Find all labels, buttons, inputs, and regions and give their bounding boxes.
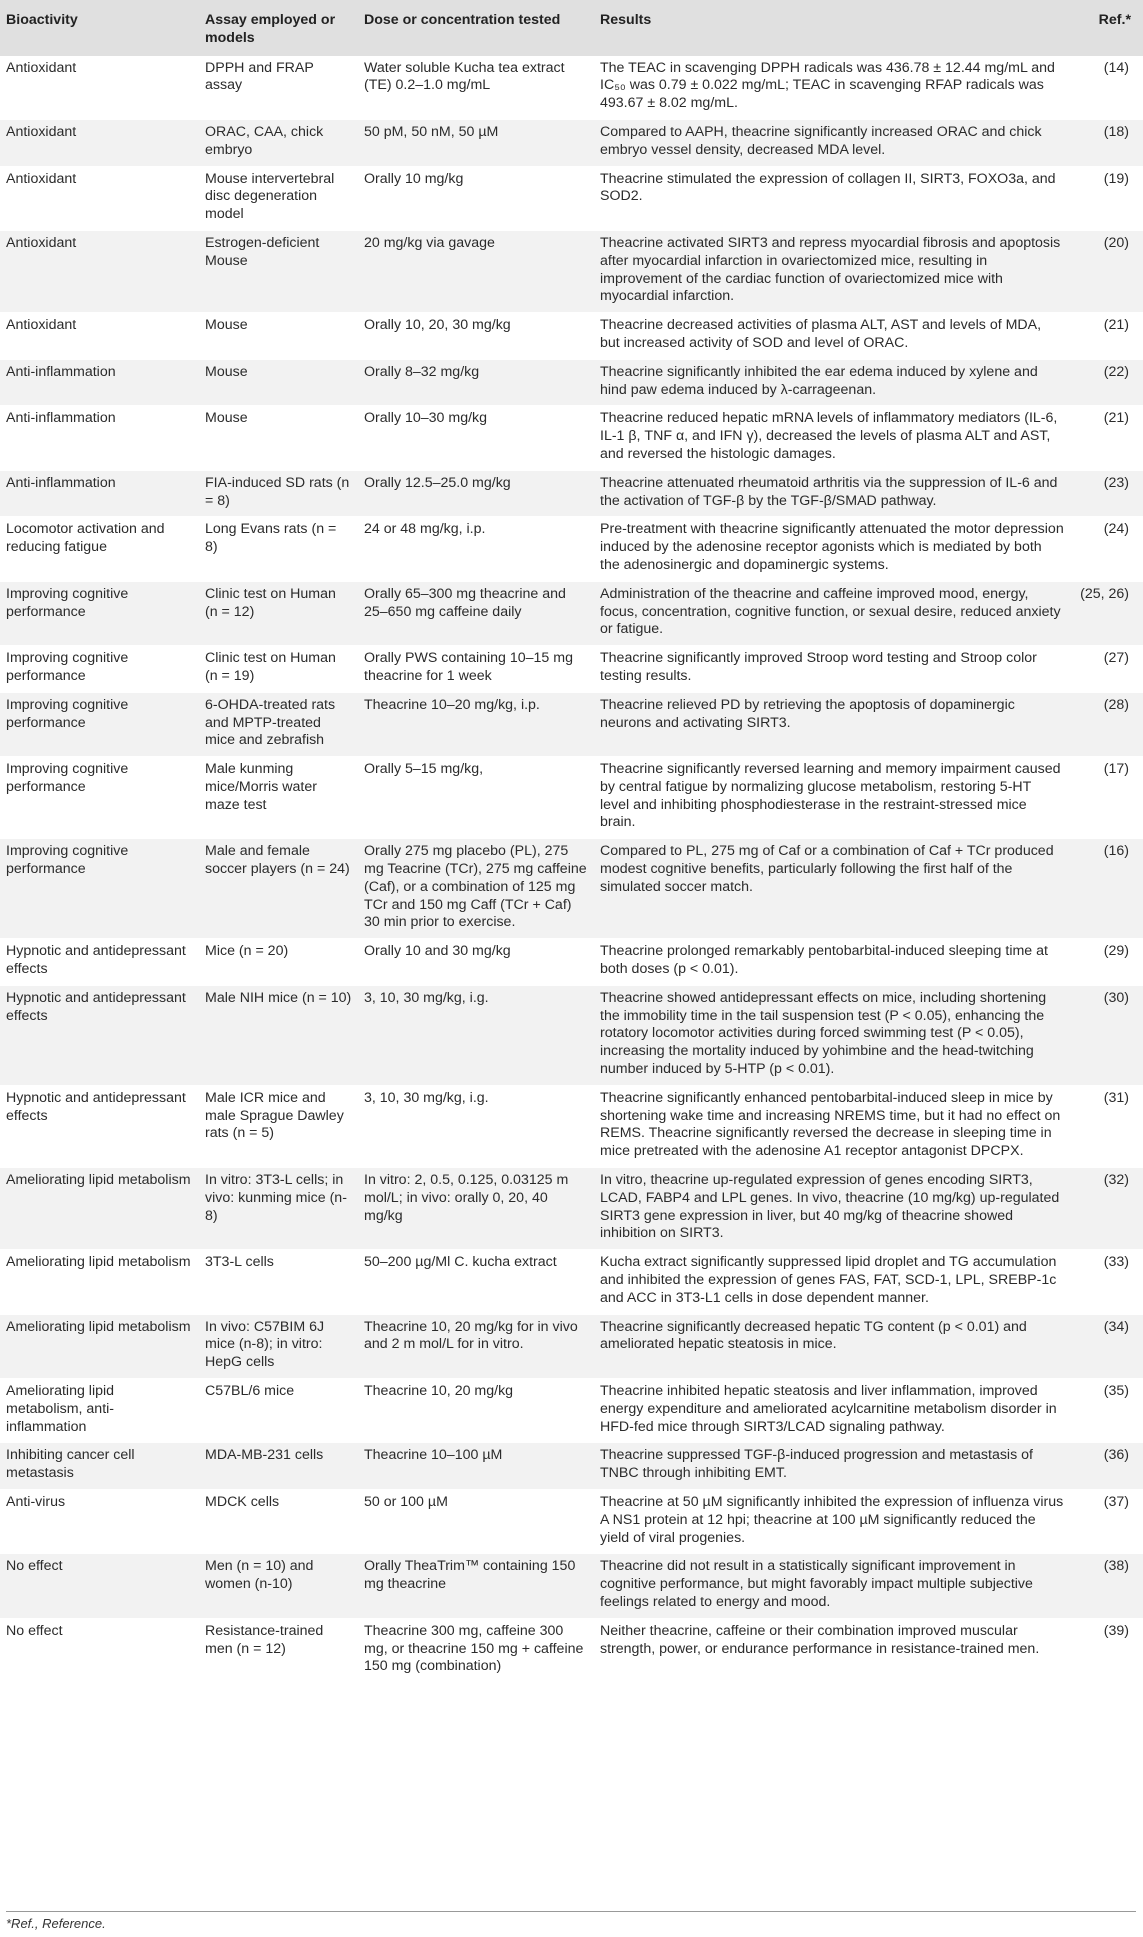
cell-dose: Orally TheaTrim™ containing 150 mg theacrine [358, 1554, 594, 1618]
cell-results: Theacrine significantly enhanced pentobarbital-induced sleep in mice by shortening wake time and increasing NREMS time, but it had no effect on REMS. Theacrine significantly reversed the decrease in sleeping time in mice pretreated with the adenosine A1 receptor antagonist DPCPX. [594, 1085, 1070, 1167]
cell-assay: Male and female soccer players (n = 24) [199, 839, 358, 939]
table-row [0, 939, 1143, 986]
table-row [0, 1085, 1143, 1167]
table-row [0, 1250, 1143, 1314]
cell-bioactivity: Hypnotic and antidepressant effects [0, 985, 199, 1085]
cell-assay: Estrogen-deficient Mouse [199, 230, 358, 312]
cell-results: Theacrine showed antidepressant effects on mice, including shortening the immobility time in the tail suspension test (P < 0.05), enhancing the rotatory locomotor activities during forced swimming test (P < 0.05), increasing the mortality induced by yohimbine and the head-twitching number induced by 5-HTP (p < 0.01). [594, 985, 1070, 1085]
cell-assay: In vivo: C57BIM 6J mice (n-8); in vitro: HepG cells [199, 1314, 358, 1378]
cell-assay: Mouse [199, 313, 358, 360]
cell-assay: Male ICR mice and male Sprague Dawley rats (n = 5) [199, 1085, 358, 1167]
header-dose: Dose or concentration tested [358, 0, 594, 56]
cell-bioactivity: Anti-inflammation [0, 359, 199, 406]
table-row [0, 646, 1143, 693]
header-ref: Ref.* [1070, 0, 1143, 56]
cell-dose: Theacrine 10, 20 mg/kg for in vivo and 2 m mol/L for in vitro. [358, 1314, 594, 1378]
table-row [0, 1314, 1143, 1378]
cell-assay: ORAC, CAA, chick embryo [199, 119, 358, 166]
table-row [0, 581, 1143, 645]
table-row [0, 1168, 1143, 1250]
table-footnote: *Ref., Reference. [6, 1911, 1136, 1931]
table-row [0, 313, 1143, 360]
cell-assay: Mouse [199, 359, 358, 406]
cell-assay: In vitro: 3T3-L cells; in vivo: kunming mice (n-8) [199, 1168, 358, 1250]
cell-ref: (20) [1070, 230, 1143, 312]
cell-bioactivity: Antioxidant [0, 166, 199, 230]
cell-dose: 3, 10, 30 mg/kg, i.g. [358, 985, 594, 1085]
cell-bioactivity: Inhibiting cancer cell metastasis [0, 1443, 199, 1490]
cell-results: Theacrine activated SIRT3 and repress myocardial fibrosis and apoptosis after myocardial infarction in ovariectomized mice, resulting in improvement of the cardiac function of ovariectomized mice with myocardial infarction. [594, 230, 1070, 312]
cell-assay: Mouse intervertebral disc degeneration model [199, 166, 358, 230]
cell-assay: Male NIH mice (n = 10) [199, 985, 358, 1085]
cell-ref: (21) [1070, 313, 1143, 360]
cell-results: Theacrine at 50 µM significantly inhibited the expression of influenza virus A NS1 protein at 12 hpi; theacrine at 100 µM significantly reduced the yield of viral progenies. [594, 1489, 1070, 1553]
cell-assay: Mouse [199, 406, 358, 470]
cell-ref: (22) [1070, 359, 1143, 406]
cell-assay: MDCK cells [199, 1489, 358, 1553]
cell-assay: 6-OHDA-treated rats and MPTP-treated mice and zebrafish [199, 692, 358, 756]
table-row [0, 1554, 1143, 1618]
cell-results: Theacrine attenuated rheumatoid arthritis via the suppression of IL-6 and the activation of TGF-β by the TGF-β/SMAD pathway. [594, 470, 1070, 517]
cell-assay: MDA-MB-231 cells [199, 1443, 358, 1490]
table-row [0, 470, 1143, 517]
cell-results: Theacrine significantly decreased hepatic TG content (p < 0.01) and ameliorated hepatic steatosis in mice. [594, 1314, 1070, 1378]
cell-results: In vitro, theacrine up-regulated expression of genes encoding SIRT3, LCAD, FABP4 and LPL genes. In vivo, theacrine (10 mg/kg) up-regulated SIRT3 gene expression in liver, but 40 mg/kg of theacrine showed inhibition on SIRT3. [594, 1168, 1070, 1250]
header-bioactivity: Bioactivity [0, 0, 199, 56]
cell-dose: Theacrine 10–20 mg/kg, i.p. [358, 692, 594, 756]
cell-ref: (28) [1070, 692, 1143, 756]
cell-bioactivity: Improving cognitive performance [0, 692, 199, 756]
cell-ref: (29) [1070, 939, 1143, 986]
cell-bioactivity: Hypnotic and antidepressant effects [0, 939, 199, 986]
table-row [0, 119, 1143, 166]
table-header [0, 0, 1143, 56]
cell-bioactivity: Improving cognitive performance [0, 839, 199, 939]
cell-results: Theacrine significantly reversed learning and memory impairment caused by central fatigue by normalizing glucose metabolism, restoring 5-HT level and inhibiting phosphodiesterase in the restraint-stressed mice brain. [594, 757, 1070, 839]
cell-dose: Orally PWS containing 10–15 mg theacrine for 1 week [358, 646, 594, 693]
cell-results: Compared to AAPH, theacrine significantly increased ORAC and chick embryo vessel density, decreased MDA level. [594, 119, 1070, 166]
cell-assay: FIA-induced SD rats (n = 8) [199, 470, 358, 517]
cell-results: Compared to PL, 275 mg of Caf or a combination of Caf + TCr produced modest cognitive benefits, particularly following the first half of the simulated soccer match. [594, 839, 1070, 939]
cell-bioactivity: Improving cognitive performance [0, 646, 199, 693]
cell-assay: DPPH and FRAP assay [199, 56, 358, 120]
cell-dose: Orally 10 mg/kg [358, 166, 594, 230]
table-row [0, 985, 1143, 1085]
cell-results: Pre-treatment with theacrine significantly attenuated the motor depression induced by the adenosine receptor agonists which is mediated by both the adenosinergic and dopaminergic systems. [594, 517, 1070, 581]
cell-results: Theacrine reduced hepatic mRNA levels of inflammatory mediators (IL-6, IL-1 β, TNF α, and IFN γ), decreased the levels of plasma ALT and AST, and reversed the histologic damages. [594, 406, 1070, 470]
cell-results: Neither theacrine, caffeine or their combination improved muscular strength, power, or endurance performance in resistance-trained men. [594, 1618, 1070, 1682]
cell-results: Theacrine relieved PD by retrieving the apoptosis of dopaminergic neurons and activating SIRT3. [594, 692, 1070, 756]
cell-assay: Clinic test on Human (n = 12) [199, 581, 358, 645]
table-row [0, 1618, 1143, 1682]
cell-assay: Mice (n = 20) [199, 939, 358, 986]
cell-ref: (27) [1070, 646, 1143, 693]
cell-assay: Long Evans rats (n = 8) [199, 517, 358, 581]
cell-bioactivity: Hypnotic and antidepressant effects [0, 1085, 199, 1167]
cell-results: Theacrine significantly inhibited the ear edema induced by xylene and hind paw edema induced by λ-carrageenan. [594, 359, 1070, 406]
cell-ref: (34) [1070, 1314, 1143, 1378]
table-row [0, 692, 1143, 756]
cell-dose: Orally 10–30 mg/kg [358, 406, 594, 470]
cell-assay: C57BL/6 mice [199, 1379, 358, 1443]
cell-ref: (23) [1070, 470, 1143, 517]
cell-results: Theacrine inhibited hepatic steatosis and liver inflammation, improved energy expenditure and ameliorated acylcarnitine metabolism disorder in HFD-fed mice through SIRT3/LCAD signaling pathway. [594, 1379, 1070, 1443]
cell-ref: (38) [1070, 1554, 1143, 1618]
cell-ref: (31) [1070, 1085, 1143, 1167]
table-row [0, 56, 1143, 120]
cell-ref: (24) [1070, 517, 1143, 581]
cell-results: Kucha extract significantly suppressed lipid droplet and TG accumulation and inhibited the expression of genes FAS, FAT, SCD-1, LPL, SREBP-1c and ACC in 3T3-L1 cells in dose dependent manner. [594, 1250, 1070, 1314]
cell-bioactivity: Improving cognitive performance [0, 757, 199, 839]
cell-assay: Resistance-trained men (n = 12) [199, 1618, 358, 1682]
header-row [0, 0, 1143, 56]
table-row [0, 757, 1143, 839]
cell-bioactivity: Ameliorating lipid metabolism, anti-inflammation [0, 1379, 199, 1443]
cell-dose: Orally 10, 20, 30 mg/kg [358, 313, 594, 360]
header-assay: Assay employed or models [199, 0, 358, 56]
cell-ref: (36) [1070, 1443, 1143, 1490]
cell-ref: (32) [1070, 1168, 1143, 1250]
cell-bioactivity: Anti-inflammation [0, 406, 199, 470]
cell-ref: (33) [1070, 1250, 1143, 1314]
cell-results: Administration of the theacrine and caffeine improved mood, energy, focus, concentration, cognitive function, or sexual desire, reduced anxiety or fatigue. [594, 581, 1070, 645]
cell-ref: (30) [1070, 985, 1143, 1085]
cell-dose: 3, 10, 30 mg/kg, i.g. [358, 1085, 594, 1167]
cell-bioactivity: Improving cognitive performance [0, 581, 199, 645]
cell-results: Theacrine decreased activities of plasma ALT, AST and levels of MDA, but increased activity of SOD and level of ORAC. [594, 313, 1070, 360]
cell-ref: (17) [1070, 757, 1143, 839]
cell-ref: (25, 26) [1070, 581, 1143, 645]
cell-dose: In vitro: 2, 0.5, 0.125, 0.03125 m mol/L; in vivo: orally 0, 20, 40 mg/kg [358, 1168, 594, 1250]
cell-bioactivity: Antioxidant [0, 230, 199, 312]
table-body [0, 56, 1143, 1683]
cell-dose: Theacrine 300 mg, caffeine 300 mg, or theacrine 150 mg + caffeine 150 mg (combination) [358, 1618, 594, 1682]
cell-dose: Orally 10 and 30 mg/kg [358, 939, 594, 986]
cell-dose: Theacrine 10–100 µM [358, 1443, 594, 1490]
cell-results: Theacrine suppressed TGF-β-induced progression and metastasis of TNBC through inhibiting EMT. [594, 1443, 1070, 1490]
cell-assay: Clinic test on Human (n = 19) [199, 646, 358, 693]
cell-bioactivity: No effect [0, 1618, 199, 1682]
cell-bioactivity: Ameliorating lipid metabolism [0, 1250, 199, 1314]
cell-bioactivity: No effect [0, 1554, 199, 1618]
cell-assay: 3T3-L cells [199, 1250, 358, 1314]
cell-bioactivity: Antioxidant [0, 313, 199, 360]
cell-results: The TEAC in scavenging DPPH radicals was 436.78 ± 12.44 mg/mL and IC₅₀ was 0.79 ± 0.022 mg/mL; TEAC in scavenging RFAP radicals was 493.67 ± 8.02 mg/mL. [594, 56, 1070, 120]
table-row [0, 1443, 1143, 1490]
cell-dose: Water soluble Kucha tea extract (TE) 0.2–1.0 mg/mL [358, 56, 594, 120]
cell-dose: 50–200 µg/Ml C. kucha extract [358, 1250, 594, 1314]
cell-bioactivity: Locomotor activation and reducing fatigue [0, 517, 199, 581]
cell-dose: 50 pM, 50 nM, 50 µM [358, 119, 594, 166]
cell-results: Theacrine significantly improved Stroop word testing and Stroop color testing results. [594, 646, 1070, 693]
cell-bioactivity: Ameliorating lipid metabolism [0, 1168, 199, 1250]
cell-ref: (21) [1070, 406, 1143, 470]
cell-bioactivity: Anti-inflammation [0, 470, 199, 517]
cell-bioactivity: Antioxidant [0, 119, 199, 166]
table-row [0, 359, 1143, 406]
cell-ref: (14) [1070, 56, 1143, 120]
table-row [0, 1489, 1143, 1553]
cell-ref: (18) [1070, 119, 1143, 166]
cell-results: Theacrine stimulated the expression of collagen II, SIRT3, FOXO3a, and SOD2. [594, 166, 1070, 230]
table-row [0, 1379, 1143, 1443]
table-row [0, 517, 1143, 581]
cell-results: Theacrine prolonged remarkably pentobarbital-induced sleeping time at both doses (p < 0.01). [594, 939, 1070, 986]
header-results: Results [594, 0, 1070, 56]
cell-bioactivity: Antioxidant [0, 56, 199, 120]
cell-dose: Orally 8–32 mg/kg [358, 359, 594, 406]
table-row [0, 166, 1143, 230]
cell-ref: (19) [1070, 166, 1143, 230]
cell-ref: (35) [1070, 1379, 1143, 1443]
cell-dose: Orally 5–15 mg/kg, [358, 757, 594, 839]
cell-dose: Orally 275 mg placebo (PL), 275 mg Teacrine (TCr), 275 mg caffeine (Caf), or a combination of 125 mg TCr and 150 mg Caff (TCr + Caf) 30 min prior to exercise. [358, 839, 594, 939]
cell-results: Theacrine did not result in a statistically significant improvement in cognitive performance, but might favorably impact multiple subjective feelings related to energy and mood. [594, 1554, 1070, 1618]
cell-dose: 20 mg/kg via gavage [358, 230, 594, 312]
cell-ref: (37) [1070, 1489, 1143, 1553]
cell-ref: (16) [1070, 839, 1143, 939]
table-row [0, 230, 1143, 312]
cell-dose: 24 or 48 mg/kg, i.p. [358, 517, 594, 581]
cell-ref: (39) [1070, 1618, 1143, 1682]
table-row [0, 839, 1143, 939]
cell-dose: Orally 65–300 mg theacrine and 25–650 mg caffeine daily [358, 581, 594, 645]
table-row [0, 406, 1143, 470]
cell-dose: 50 or 100 µM [358, 1489, 594, 1553]
cell-dose: Theacrine 10, 20 mg/kg [358, 1379, 594, 1443]
cell-assay: Men (n = 10) and women (n-10) [199, 1554, 358, 1618]
cell-bioactivity: Ameliorating lipid metabolism [0, 1314, 199, 1378]
cell-bioactivity: Anti-virus [0, 1489, 199, 1553]
cell-dose: Orally 12.5–25.0 mg/kg [358, 470, 594, 517]
cell-assay: Male kunming mice/Morris water maze test [199, 757, 358, 839]
